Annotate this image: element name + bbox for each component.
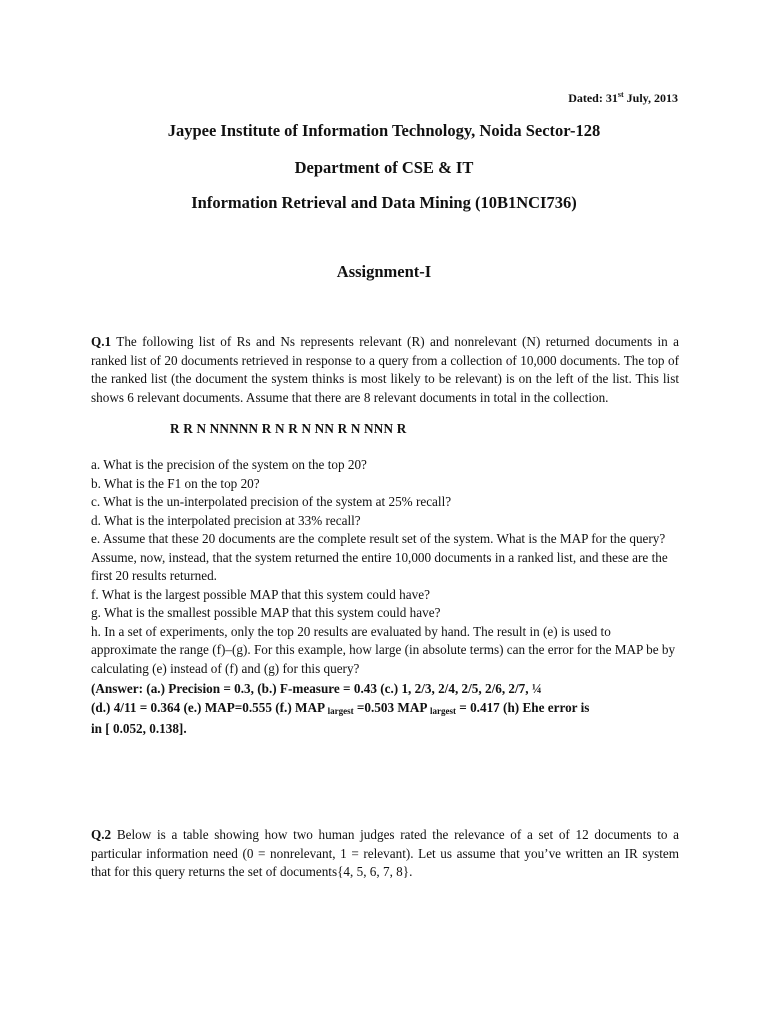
answer-line-3: in [ 0.052, 0.138]. <box>91 721 187 736</box>
answer-line-1: (Answer: (a.) Precision = 0.3, (b.) F-measure = 0.43 (c.) 1, 2/3, 2/4, 2/5, 2/6, 2/7, ¼ <box>91 681 542 696</box>
question-1-label: Q.1 <box>91 334 112 349</box>
question-part-a: a. What is the precision of the system on the top 20? <box>91 457 367 472</box>
date-prefix: Dated: 31 <box>568 91 618 105</box>
question-2-label: Q.2 <box>91 827 112 842</box>
question-part-f: f. What is the largest possible MAP that this system could have? <box>91 586 430 602</box>
date-ordinal-suffix: st <box>617 90 624 99</box>
question-2-text <box>91 826 679 882</box>
question-2-body: Below is a table showing how two human judges rated the relevance of a set of 12 documents to a particular information need (0 = nonrelevant, 1 = relevant). Let us assume that you’ve written an IR system that for this query returns the set of documents{4, 5, 6, 7, 8}. <box>91 827 679 879</box>
question-part-d: d. What is the interpolated precision at 33% recall? <box>91 512 361 528</box>
answer-subscript-2: largest <box>429 705 456 716</box>
institute-title: Jaypee Institute of Information Technology, Noida Sector-128 <box>167 121 601 140</box>
answer-line-2 <box>91 699 679 721</box>
question-part-e: e. Assume that these 20 documents are the complete result set of the system. What is the MAP for the query? Assume, now, instead, that the system returned the entire 10,000 documents in a ranked list, and these are the first 20 results returned. <box>91 531 668 583</box>
assignment-title: Assignment-I <box>336 262 432 281</box>
question-part-g: g. What is the smallest possible MAP that this system could have? <box>91 605 441 620</box>
question-1-text <box>91 333 679 407</box>
answer-line-2-part-b: =0.503 MAP <box>353 699 430 715</box>
question-part-b: b. What is the F1 on the top 20? <box>91 475 260 491</box>
answer-subscript-1: largest <box>327 705 354 716</box>
course-title: Information Retrieval and Data Mining (10B1NCI736) <box>191 193 577 212</box>
question-1-answer <box>91 680 679 739</box>
question-part-h: h. In a set of experiments, only the top 20 results are evaluated by hand. The result in (e) is used to approximate the range (f)–(g). For this example, how large (in absolute terms) can the error for the MAP be by calculating (e) instead of (f) and (g) for this query? <box>91 623 676 676</box>
question-1-body: The following list of Rs and Ns represents relevant (R) and nonrelevant (N) returned documents in a ranked list of 20 documents retrieved in response to a query from a collection of 10,000 documents. The top of the ranked list (the document the system thinks is most likely to be relevant) is on the left of the list. This list shows 6 relevant documents. Assume that there are 8 relevant documents in total in the collection. <box>91 334 679 405</box>
relevance-sequence: R R N NNNNN R N R N NN R N NNN R <box>170 421 407 436</box>
question-part-c: c. What is the un-interpolated precision of the system at 25% recall? <box>91 494 452 509</box>
department-title: Department of CSE & IT <box>294 158 474 177</box>
question-1-parts <box>91 456 679 678</box>
answer-line-2-part-c: = 0.417 (h) Ehe error is <box>455 699 590 715</box>
date-suffix: July, 2013 <box>623 91 678 105</box>
date-line <box>568 90 678 106</box>
answer-line-2-part-a: (d.) 4/11 = 0.364 (e.) MAP=0.555 (f.) MAP <box>91 699 328 715</box>
